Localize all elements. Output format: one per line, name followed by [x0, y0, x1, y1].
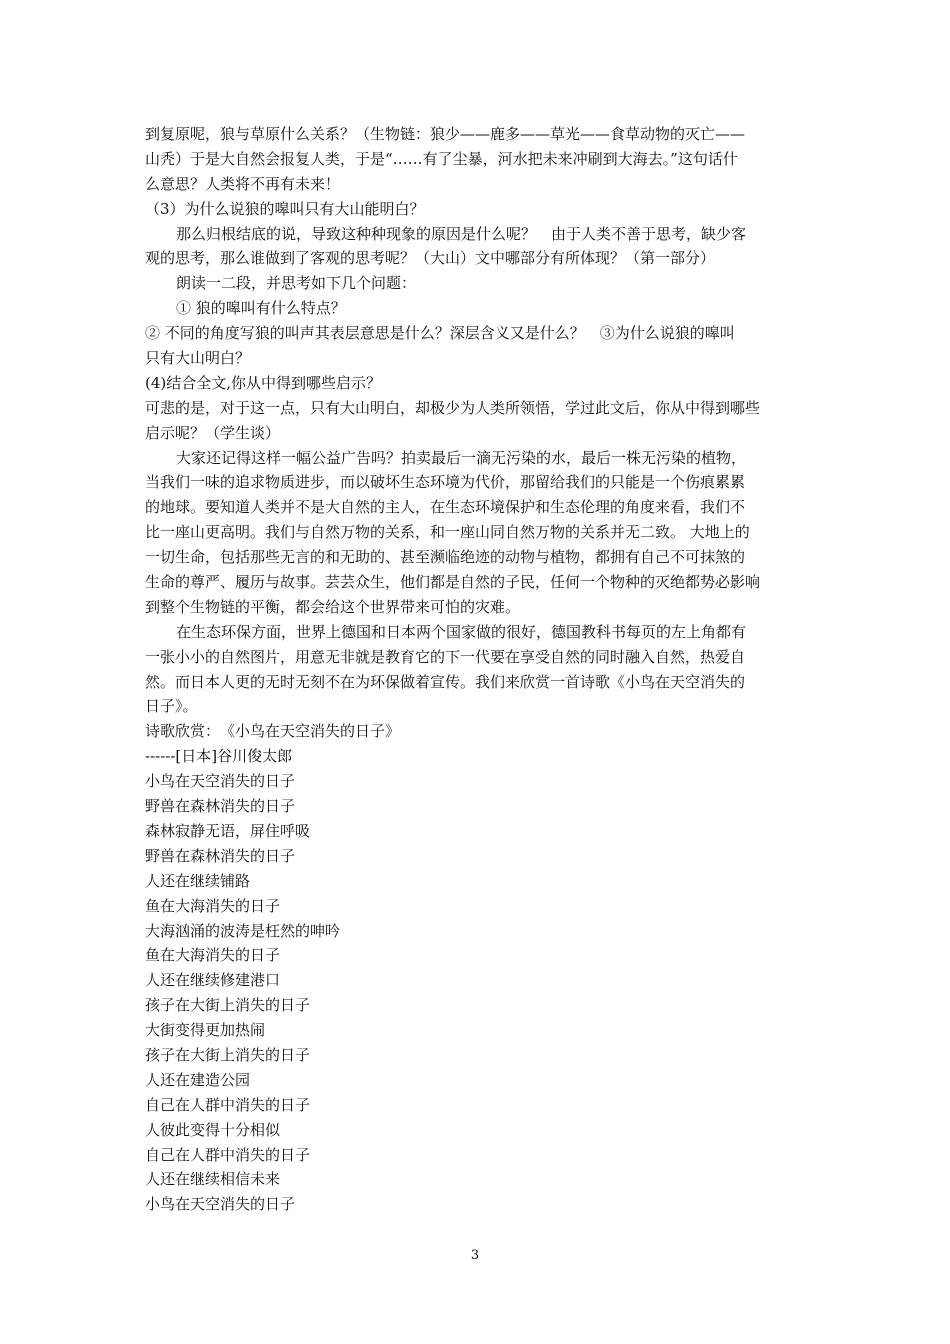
text-line: 启示呢？（学生谈）	[145, 423, 281, 442]
text-line: 比一座山更高明。我们与自然万物的关系，和一座山同自然万物的关系并无二致。 大地上的	[145, 523, 750, 542]
text-line: 日子》。	[145, 697, 198, 716]
text-line: 大街变得更加热闹	[145, 1021, 266, 1040]
text-line: 森林寂静无语，屏住呼吸	[145, 821, 311, 840]
document-body	[145, 122, 810, 1217]
text-line: 人彼此变得十分相似	[145, 1120, 281, 1139]
text-line: 小鸟在天空消失的日子	[145, 1195, 296, 1214]
text-line: 诗歌欣赏： 《小鸟在天空消失的日子》	[145, 722, 401, 741]
text-line: 生命的尊严、履历与故事。芸芸众生，他们都是自然的子民，任何一个物种的灭绝都势必影响	[145, 573, 761, 592]
text-line: 大家还记得这样一幅公益广告吗？拍卖最后一滴无污染的水，最后一株无污染的植物，	[176, 448, 747, 467]
text-line: 在生态环保方面，世界上德国和日本两个国家做的很好，德国教科书每页的左上角都有	[176, 622, 747, 641]
text-line: 可悲的是，对于这一点，只有大山明白，却极少为人类所领悟，学过此文后，你从中得到哪些	[145, 398, 761, 417]
text-line: 自己在人群中消失的日子	[145, 1095, 311, 1114]
text-line: 孩子在大街上消失的日子	[145, 1045, 311, 1064]
text-line: 观的思考，那么谁做到了客观的思考呢？（大山）文中哪部分有所体现？（第一部分）	[145, 249, 716, 268]
text-line: 当我们一味的追求物质进步，而以破坏生态环境为代价，那留给我们的只能是一个伤痕累累	[145, 473, 746, 492]
page-number: 3	[470, 1248, 480, 1263]
text-line: 人还在继续铺路	[145, 871, 251, 890]
text-line: ------[日本]谷川俊太郎	[145, 747, 293, 766]
text-line: 到复原呢，狼与草原什么关系？（生物链：狼少——鹿多——草光——食草动物的灭亡——	[145, 125, 746, 143]
text-line: 朗读一二段，并思考如下几个问题：	[176, 274, 417, 293]
text-line: 一切生命，包括那些无言的和无助的、甚至濒临绝迹的动物与植物，都拥有自己不可抹煞的	[145, 548, 746, 567]
text-line: 那么归根结底的说，导致这种种现象的原因是什么呢？ 由于人类不善于思考，缺少客	[176, 224, 747, 243]
text-line: 人还在继续修建港口	[145, 971, 281, 990]
text-line: 么意思？人类将不再有未来！	[145, 174, 341, 193]
text-line: (4)结合全文,你从中得到哪些启示？	[145, 373, 382, 392]
text-line: ② 不同的角度写狼的叫声其表层意思是什么？深层含义又是什么？ ③为什么说狼的嗥叫	[145, 324, 735, 343]
text-line: 鱼在大海消失的日子	[145, 946, 281, 965]
text-line: 然。而日本人更的无时无刻不在为环保做着宣传。我们来欣赏一首诗歌《小鸟在天空消失的	[145, 672, 746, 691]
text-line: 自己在人群中消失的日子	[145, 1145, 311, 1164]
text-line: 的地球。要知道人类并不是大自然的主人，在生态环境保护和生态伦理的角度来看，我们不	[145, 498, 746, 517]
text-line: 只有大山明白？	[145, 349, 251, 368]
text-line: 野兽在森林消失的日子	[145, 797, 296, 816]
text-line: 人还在继续相信未来	[145, 1170, 281, 1189]
text-line: 孩子在大街上消失的日子	[145, 996, 311, 1015]
text-line: 鱼在大海消失的日子	[145, 896, 281, 915]
text-line: 野兽在森林消失的日子	[145, 846, 296, 865]
text-line: 人还在建造公园	[145, 1070, 251, 1089]
text-line: 大海汹涌的波涛是枉然的呻吟	[145, 921, 341, 940]
text-line: （3）为什么说狼的嗥叫只有大山能明白？	[145, 199, 425, 218]
text-line: 小鸟在天空消失的日子	[145, 772, 296, 791]
text-line: 山秃）于是大自然会报复人类，于是“……有了尘暴，河水把未来冲刷到大海去。”这句话什	[145, 149, 738, 168]
text-line: 一张小小的自然图片，用意无非就是教育它的下一代要在享受自然的同时融入自然，热爱自	[145, 647, 746, 666]
text-line: 到整个生物链的平衡，都会给这个世界带来可怕的灾难。	[145, 597, 521, 616]
text-line: ① 狼的嗥叫有什么特点？	[176, 299, 346, 318]
